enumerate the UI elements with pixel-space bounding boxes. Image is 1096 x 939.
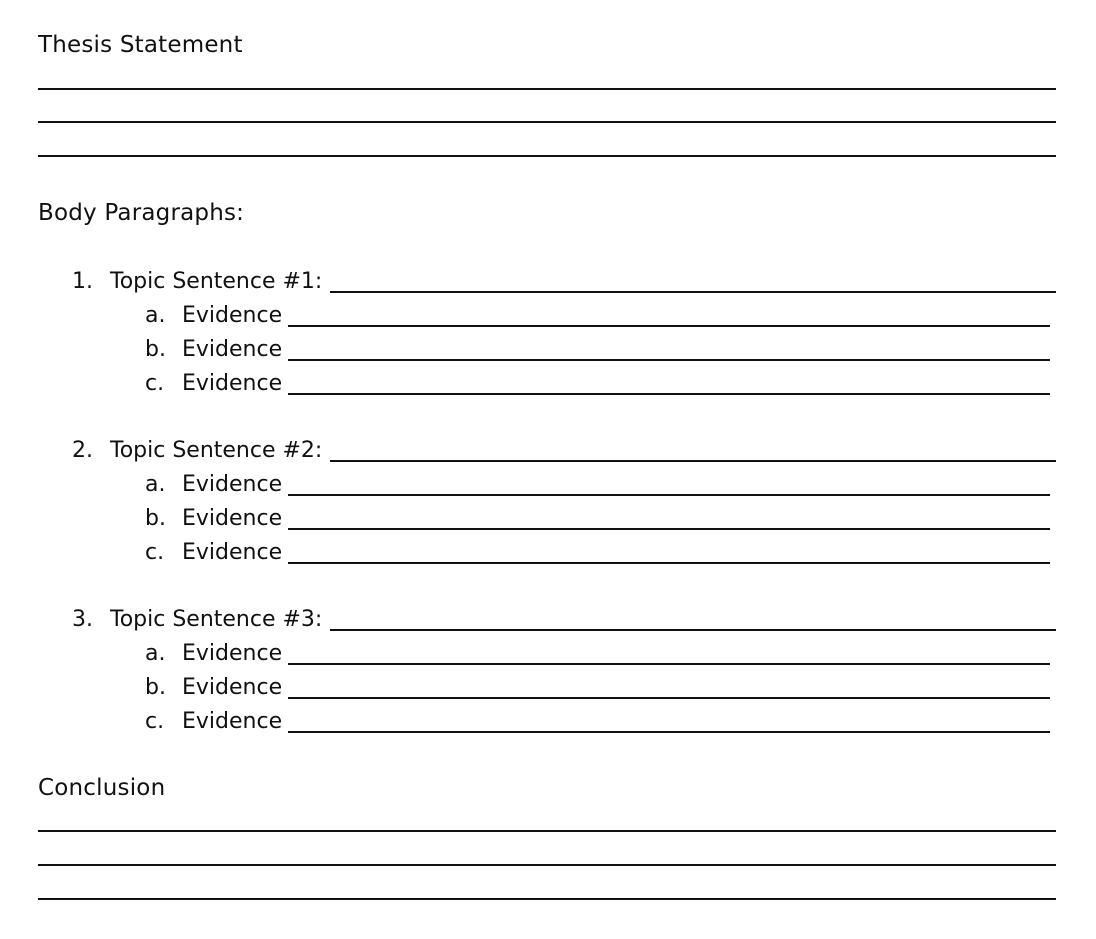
topic-sentence-1-row: [72, 266, 1056, 296]
evidence-marker: b.: [145, 337, 166, 362]
evidence-label: Evidence: [182, 709, 283, 734]
evidence-label: Evidence: [182, 675, 283, 700]
topic-sentence-2-blank: [330, 460, 1056, 462]
topic-3-evidence-b-row: [145, 672, 1050, 702]
conclusion-line-1: [38, 830, 1056, 832]
body-paragraphs-heading: Body Paragraphs:: [38, 200, 245, 226]
evidence-blank: [288, 393, 1050, 395]
evidence-label: Evidence: [182, 506, 283, 531]
evidence-label: Evidence: [182, 641, 283, 666]
evidence-marker: c.: [145, 540, 165, 565]
topic-sentence-3-blank: [330, 629, 1056, 631]
thesis-line-1: [38, 88, 1056, 90]
evidence-label: Evidence: [182, 371, 283, 396]
topic-number: 1.: [72, 269, 93, 294]
topic-sentence-1-blank: [330, 291, 1056, 293]
evidence-blank: [288, 494, 1050, 496]
evidence-label: Evidence: [182, 303, 283, 328]
thesis-line-3: [38, 155, 1056, 157]
topic-1-evidence-a-row: [145, 300, 1050, 330]
topic-2-evidence-b-row: [145, 503, 1050, 533]
evidence-blank: [288, 528, 1050, 530]
evidence-blank: [288, 562, 1050, 564]
evidence-marker: b.: [145, 506, 166, 531]
evidence-label: Evidence: [182, 337, 283, 362]
conclusion-line-3: [38, 898, 1056, 900]
evidence-label: Evidence: [182, 540, 283, 565]
evidence-blank: [288, 359, 1050, 361]
topic-1-evidence-b-row: [145, 334, 1050, 364]
evidence-marker: c.: [145, 371, 165, 396]
evidence-label: Evidence: [182, 472, 283, 497]
topic-2-evidence-c-row: [145, 537, 1050, 567]
topic-sentence-label: Topic Sentence #3:: [110, 607, 323, 632]
topic-sentence-label: Topic Sentence #1:: [110, 269, 323, 294]
evidence-marker: b.: [145, 675, 166, 700]
thesis-line-2: [38, 121, 1056, 123]
evidence-blank: [288, 697, 1050, 699]
conclusion-line-2: [38, 864, 1056, 866]
topic-2-evidence-a-row: [145, 469, 1050, 499]
evidence-marker: a.: [145, 641, 166, 666]
evidence-marker: c.: [145, 709, 165, 734]
evidence-blank: [288, 731, 1050, 733]
evidence-blank: [288, 663, 1050, 665]
topic-sentence-2-row: [72, 435, 1056, 465]
topic-number: 3.: [72, 607, 93, 632]
topic-1-evidence-c-row: [145, 368, 1050, 398]
topic-sentence-3-row: [72, 604, 1056, 634]
topic-3-evidence-a-row: [145, 638, 1050, 668]
thesis-heading: Thesis Statement: [38, 32, 243, 58]
evidence-marker: a.: [145, 472, 166, 497]
topic-3-evidence-c-row: [145, 706, 1050, 736]
topic-number: 2.: [72, 438, 93, 463]
conclusion-heading: Conclusion: [38, 775, 166, 801]
evidence-marker: a.: [145, 303, 166, 328]
topic-sentence-label: Topic Sentence #2:: [110, 438, 323, 463]
evidence-blank: [288, 325, 1050, 327]
